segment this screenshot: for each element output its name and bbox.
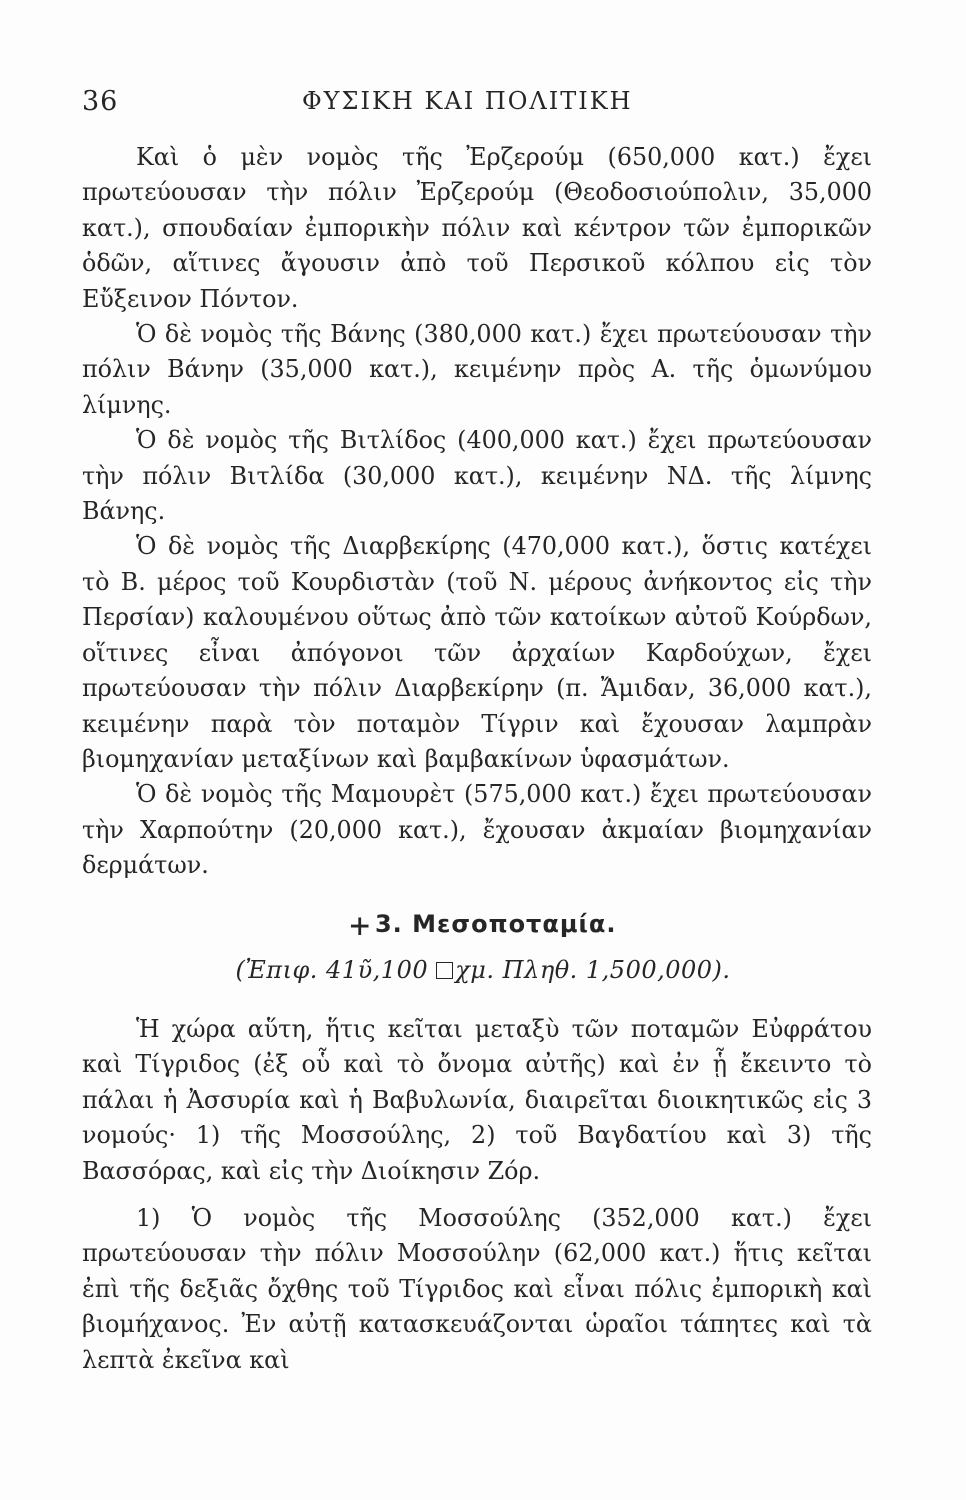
- stats-unit: χμ.: [455, 956, 495, 984]
- square-symbol-icon: [436, 962, 453, 979]
- body-text-top: [82, 140, 872, 884]
- paragraph-mosul: 1) Ὁ νομὸς τῆς Μοσσούλης (352,000 κατ.) ἔχει πρωτεύουσαν τὴν πόλιν Μοσσούλην (62,000 κατ.) ἥτις κεῖται ἐπὶ τῆς δεξιᾶς ὄχθης τοῦ Τίγριδος καὶ εἶναι πόλις ἐμπορικὴ καὶ βιομήχανος. Ἐν αὐτῇ κατασκευάζονται ὡραῖοι τάπητες καὶ τὰ λεπτὰ ἐκεῖνα καὶ: [82, 1204, 872, 1374]
- section-heading: [0, 906, 966, 946]
- running-head: ΦΥΣΙΚΗ ΚΑΙ ΠΟΛΙΤΙΚΗ: [302, 87, 633, 115]
- stats-area: (Ἐπιφ. 41ῦ,100: [235, 956, 429, 984]
- paragraph-diyarbakir: Ὁ δὲ νομὸς τῆς Διαρβεκίρης (470,000 κατ.), ὅστις κατέχει τὸ Β. μέρος τοῦ Κουρδιστὰν (τοῦ Ν. μέρους ἀνήκοντος εἰς τὴν Περσίαν) καλουμένου οὕτως ἀπὸ τῶν κατοίκων αὐτοῦ Κούρδων, οἵτινες εἶναι ἀπόγονοι τῶν ἀρχαίων Καρδούχων, ἔχει πρωτεύουσαν τὴν πόλιν Διαρβεκίρην (π. Ἄμιδαν, 36,000 κατ.), κειμένην παρὰ τὸν ποταμὸν Τίγριν καὶ ἔχουσαν λαμπρὰν βιομηχανίαν μεταξίνων καὶ βαμβακίνων ὑφασμάτων.: [82, 532, 872, 773]
- body-text-bottom: [82, 1012, 872, 1378]
- paragraph-mamuret: Ὁ δὲ νομὸς τῆς Μαμουρὲτ (575,000 κατ.) ἔχει πρωτεύουσαν τὴν Χαρπούτην (20,000 κατ.), ἔχουσαν ἀκμαίαν βιομηχανίαν δερμάτων.: [82, 780, 872, 880]
- handwritten-cross-mark: +: [349, 906, 371, 946]
- paragraph-bitlis: Ὁ δὲ νομὸς τῆς Βιτλίδος (400,000 κατ.) ἔχει πρωτεύουσαν τὴν πόλιν Βιτλίδα (30,000 κατ.), κειμένην ΝΔ. τῆς λίμνης Βάνης.: [82, 426, 872, 526]
- page-header: [82, 86, 876, 120]
- paragraph-mesopotamia-intro: Ἡ χώρα αὕτη, ἥτις κεῖται μεταξὺ τῶν ποταμῶν Εὐφράτου καὶ Τίγριδος (ἐξ οὗ καὶ τὸ ὄνομα αὐτῆς) καὶ ἐν ᾗ ἔκειντο τὸ πάλαι ἡ Ἀσσυρία καὶ ἡ Βαβυλωνία, διαιρεῖται διοικητικῶς εἰς 3 νομούς· 1) τῆς Μοσσούλης, 2) τοῦ Βαγδατίου καὶ 3) τῆς Βασσόρας, καὶ εἰς τὴν Διοίκησιν Ζόρ.: [82, 1015, 872, 1185]
- paragraph-erzurum: Καὶ ὁ μὲν νομὸς τῆς Ἐρζερούμ (650,000 κατ.) ἔχει πρωτεύουσαν τὴν πόλιν Ἐρζερούμ (Θεοδοσιούπολιν, 35,000 κατ.), σπουδαίαν ἐμπορικὴν πόλιν καὶ κέντρον τῶν ἐμπορικῶν ὁδῶν, αἵτινες ἄγουσιν ἀπὸ τοῦ Περσικοῦ κόλπου εἰς τὸν Εὔξεινον Πόντον.: [82, 143, 872, 313]
- page-number: 36: [82, 86, 119, 117]
- paragraph-van: Ὁ δὲ νομὸς τῆς Βάνης (380,000 κατ.) ἔχει πρωτεύουσαν τὴν πόλιν Βάνην (35,000 κατ.), κειμένην πρὸς Α. τῆς ὁμωνύμου λίμνης.: [82, 320, 872, 419]
- stats-population: Πληθ. 1,500,000).: [502, 956, 731, 984]
- section-title-text: 3. Μεσοποταμία.: [374, 910, 617, 938]
- section-stats: [0, 956, 966, 984]
